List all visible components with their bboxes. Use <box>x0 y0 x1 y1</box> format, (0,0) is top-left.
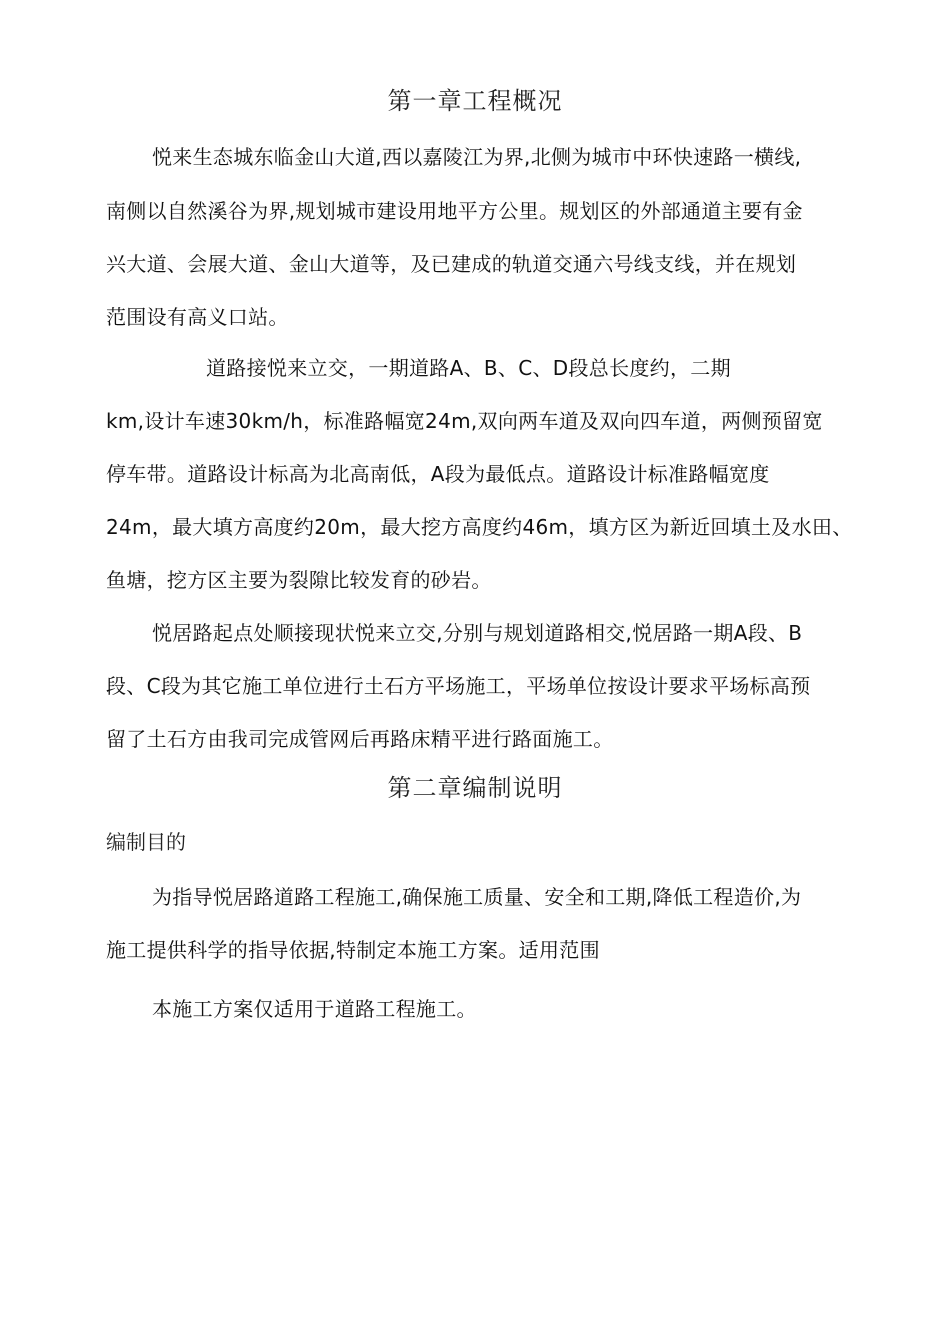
paragraph-line: 兴大道、会展大道、金山大道等，及已建成的轨道交通六号线支线，并在规划 <box>106 252 797 276</box>
paragraph-line: 悦来生态城东临金山大道,西以嘉陵江为界,北侧为城市中环快速路一横线, <box>152 145 802 169</box>
paragraph-line: 南侧以自然溪谷为界,规划城市建设用地平方公里。规划区的外部通道主要有金 <box>106 199 803 223</box>
paragraph-line: 悦居路起点处顺接现状悦来立交,分别与规划道路相交,悦居路一期A段、B <box>152 621 803 645</box>
paragraph-line: 本施工方案仅适用于道路工程施工。 <box>152 997 477 1021</box>
chapter-2-title: 第二章编制说明 <box>387 774 563 802</box>
paragraph-line: 24m，最大填方高度约20m，最大挖方高度约46m，填方区为新近回填土及水田、 <box>106 515 853 539</box>
paragraph-line: 停车带。道路设计标高为北高南低，A段为最低点。道路设计标准路幅宽度 <box>106 462 770 486</box>
paragraph-line: 为指导悦居路道路工程施工,确保施工质量、安全和工期,降低工程造价,为 <box>152 885 802 909</box>
chapter-1-title: 第一章工程概况 <box>387 87 563 115</box>
paragraph-line: km,设计车速30km/h，标准路幅宽24m,双向两车道及双向四车道，两侧预留宽 <box>106 409 823 433</box>
paragraph-line: 鱼塘，挖方区主要为裂隙比较发育的砂岩。 <box>106 568 492 592</box>
paragraph-line: 道路接悦来立交，一期道路A、B、C、D段总长度约，二期 <box>206 356 731 380</box>
section-title-scope: 适用范围 <box>518 938 600 962</box>
section-title-purpose: 编制目的 <box>106 830 186 854</box>
paragraph-line <box>106 937 600 963</box>
paragraph-line: 段、C段为其它施工单位进行土石方平场施工，平场单位按设计要求平场标高预 <box>106 674 811 698</box>
paragraph-line: 范围设有高义口站。 <box>106 305 289 329</box>
purpose-text: 施工提供科学的指导依据,特制定本施工方案。 <box>106 938 519 962</box>
paragraph-line: 留了土石方由我司完成管网后再路床精平进行路面施工。 <box>106 727 614 751</box>
